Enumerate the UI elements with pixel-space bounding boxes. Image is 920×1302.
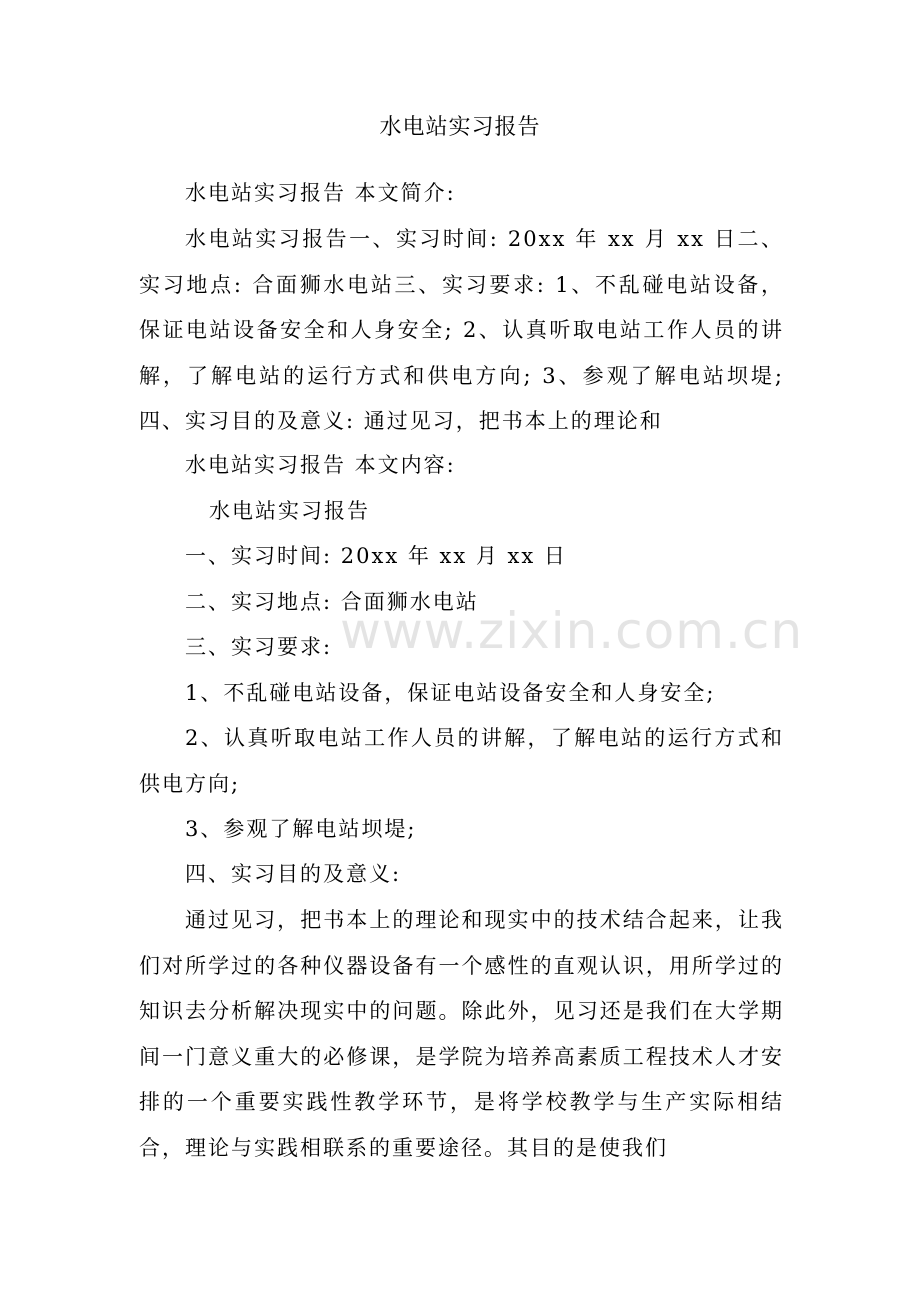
requirement-1: 1、不乱碰电站设备，保证电站设备安全和人身安全;	[185, 681, 716, 705]
section-purpose: 四、实习目的及意义:	[185, 862, 402, 886]
section-requirements: 三、实习要求:	[185, 635, 333, 659]
document-title: 水电站实习报告	[379, 115, 541, 140]
section-time: 一、实习时间: 20xx 年 xx 月 xx 日	[185, 544, 567, 568]
intro-heading: 水电站实习报告 本文简介:	[185, 181, 456, 205]
section-location: 二、实习地点: 合面狮水电站	[185, 590, 479, 614]
summary-paragraph: 水电站实习报告一、实习时间: 20xx 年 xx 月 xx 日二、实习地点: 合面狮水电站三、实习要求: 1、不乱碰电站设备，保证电站设备安全和人身安全; 2、认真听取电站工作人员的讲解，了解电站的运行方式和供电方向; 3、参观了解电站坝堤; 四、实习目的及意义: 通过见习，把书本上的理论和	[139, 227, 784, 433]
watermark: www.zixin.com.cn	[340, 602, 804, 660]
report-subtitle: 水电站实习报告	[209, 499, 370, 523]
content-heading: 水电站实习报告 本文内容:	[185, 453, 456, 477]
requirement-2: 2、认真听取电站工作人员的讲解，了解电站的运行方式和供电方向;	[139, 726, 784, 796]
requirement-3: 3、参观了解电站坝堤;	[185, 817, 417, 841]
purpose-paragraph: 通过见习，把书本上的理论和现实中的技术结合起来，让我们对所学过的各种仪器设备有一个感性的直观认识，用所学过的知识去分析解决现实中的问题。除此外，见习还是我们在大学期间一门意义重大的必修课，是学院为培养高素质工程技术人才安排的一个重要实践性教学环节，是将学校教学与生产实际相结合，理论与实践相联系的重要途径。其目的是使我们	[139, 908, 784, 1160]
